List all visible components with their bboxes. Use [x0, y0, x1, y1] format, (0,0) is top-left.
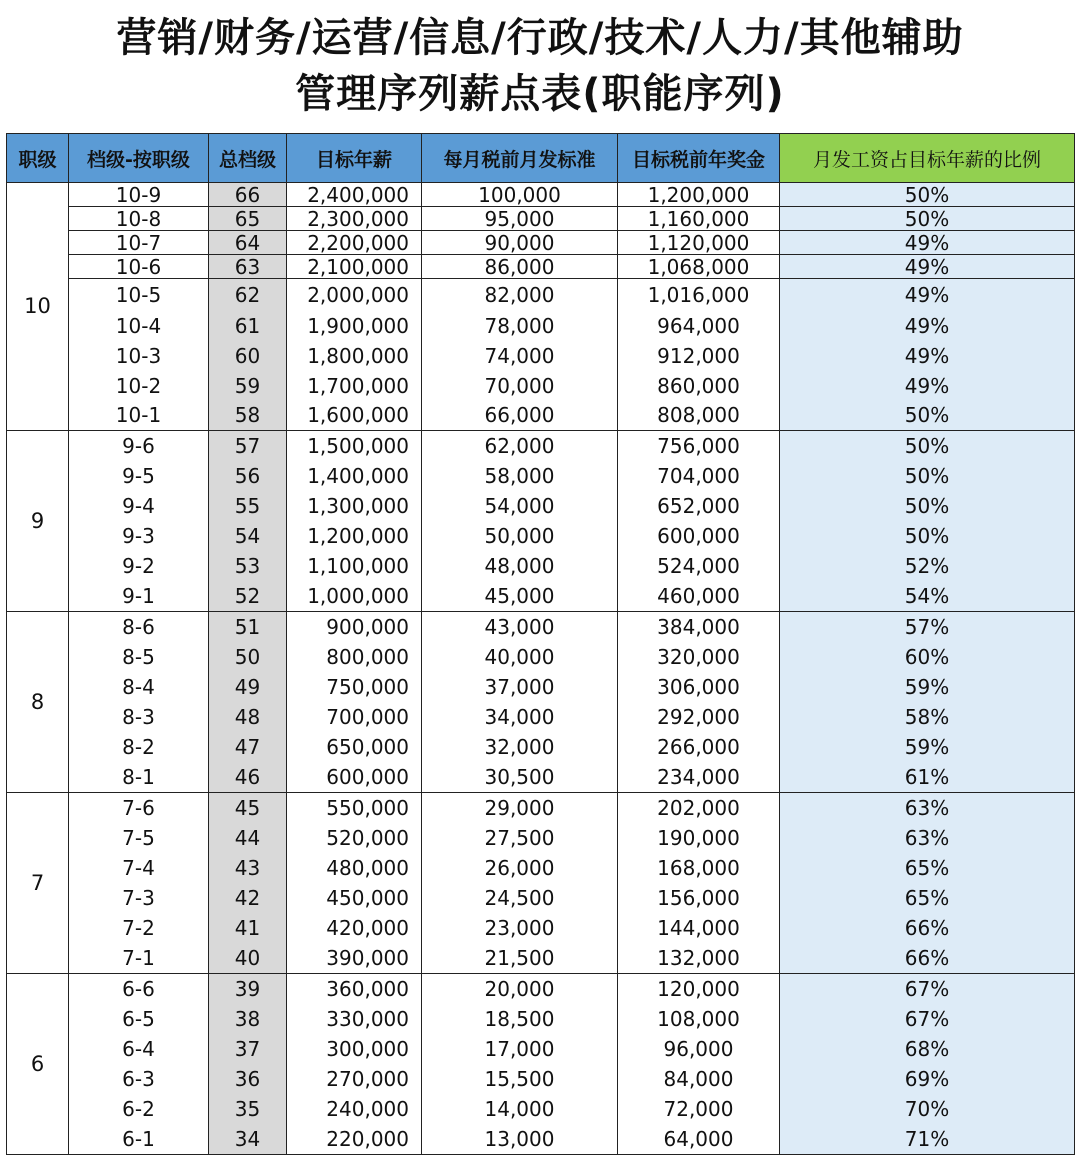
ratio-cell: 50% — [780, 431, 1075, 461]
ratio-cell: 66% — [780, 943, 1075, 974]
total-grade-cell: 66 — [209, 183, 287, 207]
grade-cell: 9-3 — [69, 521, 209, 551]
grade-cell: 8-6 — [69, 612, 209, 642]
target-salary-cell: 1,400,000 — [287, 461, 422, 491]
monthly-standard-cell: 90,000 — [422, 231, 618, 255]
table-row — [7, 431, 1075, 461]
monthly-standard-cell: 40,000 — [422, 642, 618, 672]
grade-cell: 7-5 — [69, 823, 209, 853]
annual-bonus-cell: 600,000 — [618, 521, 780, 551]
grade-cell: 8-1 — [69, 762, 209, 793]
header-target-salary: 目标年薪 — [287, 134, 422, 183]
ratio-cell: 50% — [780, 401, 1075, 431]
grade-cell: 7-4 — [69, 853, 209, 883]
grade-cell: 10-3 — [69, 341, 209, 371]
monthly-standard-cell: 14,000 — [422, 1094, 618, 1124]
monthly-standard-cell: 29,000 — [422, 793, 618, 823]
total-grade-cell: 44 — [209, 823, 287, 853]
grade-cell: 10-6 — [69, 255, 209, 279]
monthly-standard-cell: 100,000 — [422, 183, 618, 207]
target-salary-cell: 220,000 — [287, 1124, 422, 1155]
total-grade-cell: 64 — [209, 231, 287, 255]
total-grade-cell: 53 — [209, 551, 287, 581]
grade-cell: 6-4 — [69, 1034, 209, 1064]
total-grade-cell: 41 — [209, 913, 287, 943]
grade-cell: 10-2 — [69, 371, 209, 401]
monthly-standard-cell: 74,000 — [422, 341, 618, 371]
level-cell: 8 — [7, 612, 69, 793]
annual-bonus-cell: 1,068,000 — [618, 255, 780, 279]
total-grade-cell: 51 — [209, 612, 287, 642]
annual-bonus-cell: 756,000 — [618, 431, 780, 461]
level-cell: 10 — [7, 183, 69, 431]
grade-cell: 9-6 — [69, 431, 209, 461]
target-salary-cell: 1,500,000 — [287, 431, 422, 461]
annual-bonus-cell: 808,000 — [618, 401, 780, 431]
total-grade-cell: 65 — [209, 207, 287, 231]
table-row — [7, 702, 1075, 732]
salary-table — [6, 133, 1075, 1155]
annual-bonus-cell: 84,000 — [618, 1064, 780, 1094]
total-grade-cell: 35 — [209, 1094, 287, 1124]
grade-cell: 8-5 — [69, 642, 209, 672]
monthly-standard-cell: 86,000 — [422, 255, 618, 279]
annual-bonus-cell: 460,000 — [618, 581, 780, 612]
header-total-grade: 总档级 — [209, 134, 287, 183]
table-row — [7, 913, 1075, 943]
title-line-1: 营销/财务/运营/信息/行政/技术/人力/其他辅助 — [116, 15, 964, 61]
target-salary-cell: 1,900,000 — [287, 311, 422, 341]
table-row — [7, 793, 1075, 823]
ratio-cell: 59% — [780, 672, 1075, 702]
target-salary-cell: 2,200,000 — [287, 231, 422, 255]
target-salary-cell: 240,000 — [287, 1094, 422, 1124]
grade-cell: 7-1 — [69, 943, 209, 974]
total-grade-cell: 57 — [209, 431, 287, 461]
monthly-standard-cell: 54,000 — [422, 491, 618, 521]
ratio-cell: 68% — [780, 1034, 1075, 1064]
table-row — [7, 1124, 1075, 1155]
monthly-standard-cell: 27,500 — [422, 823, 618, 853]
ratio-cell: 69% — [780, 1064, 1075, 1094]
total-grade-cell: 49 — [209, 672, 287, 702]
target-salary-cell: 800,000 — [287, 642, 422, 672]
total-grade-cell: 39 — [209, 974, 287, 1004]
grade-cell: 10-1 — [69, 401, 209, 431]
target-salary-cell: 600,000 — [287, 762, 422, 793]
grade-cell: 8-2 — [69, 732, 209, 762]
monthly-standard-cell: 62,000 — [422, 431, 618, 461]
target-salary-cell: 420,000 — [287, 913, 422, 943]
monthly-standard-cell: 82,000 — [422, 279, 618, 311]
grade-cell: 8-4 — [69, 672, 209, 702]
ratio-cell: 49% — [780, 371, 1075, 401]
ratio-cell: 52% — [780, 551, 1075, 581]
grade-cell: 6-2 — [69, 1094, 209, 1124]
table-row — [7, 1064, 1075, 1094]
monthly-standard-cell: 37,000 — [422, 672, 618, 702]
target-salary-cell: 330,000 — [287, 1004, 422, 1034]
table-row — [7, 1034, 1075, 1064]
target-salary-cell: 1,700,000 — [287, 371, 422, 401]
monthly-standard-cell: 43,000 — [422, 612, 618, 642]
table-row — [7, 371, 1075, 401]
total-grade-cell: 60 — [209, 341, 287, 371]
grade-cell: 10-5 — [69, 279, 209, 311]
table-row — [7, 491, 1075, 521]
ratio-cell: 67% — [780, 974, 1075, 1004]
target-salary-cell: 480,000 — [287, 853, 422, 883]
level-cell: 7 — [7, 793, 69, 974]
grade-cell: 9-4 — [69, 491, 209, 521]
total-grade-cell: 47 — [209, 732, 287, 762]
total-grade-cell: 43 — [209, 853, 287, 883]
annual-bonus-cell: 1,120,000 — [618, 231, 780, 255]
annual-bonus-cell: 964,000 — [618, 311, 780, 341]
total-grade-cell: 45 — [209, 793, 287, 823]
ratio-cell: 49% — [780, 255, 1075, 279]
annual-bonus-cell: 108,000 — [618, 1004, 780, 1034]
ratio-cell: 50% — [780, 207, 1075, 231]
grade-cell: 10-9 — [69, 183, 209, 207]
total-grade-cell: 40 — [209, 943, 287, 974]
target-salary-cell: 300,000 — [287, 1034, 422, 1064]
grade-cell: 6-3 — [69, 1064, 209, 1094]
total-grade-cell: 61 — [209, 311, 287, 341]
total-grade-cell: 37 — [209, 1034, 287, 1064]
target-salary-cell: 1,600,000 — [287, 401, 422, 431]
monthly-standard-cell: 13,000 — [422, 1124, 618, 1155]
table-row — [7, 311, 1075, 341]
ratio-cell: 65% — [780, 853, 1075, 883]
table-row — [7, 672, 1075, 702]
monthly-standard-cell: 32,000 — [422, 732, 618, 762]
grade-cell: 10-7 — [69, 231, 209, 255]
ratio-cell: 57% — [780, 612, 1075, 642]
annual-bonus-cell: 156,000 — [618, 883, 780, 913]
table-row — [7, 612, 1075, 642]
ratio-cell: 63% — [780, 793, 1075, 823]
total-grade-cell: 55 — [209, 491, 287, 521]
total-grade-cell: 46 — [209, 762, 287, 793]
annual-bonus-cell: 524,000 — [618, 551, 780, 581]
ratio-cell: 58% — [780, 702, 1075, 732]
table-row — [7, 183, 1075, 207]
target-salary-cell: 900,000 — [287, 612, 422, 642]
table-row — [7, 1094, 1075, 1124]
title-line-2: 管理序列薪点表(职能序列) — [295, 71, 785, 117]
target-salary-cell: 270,000 — [287, 1064, 422, 1094]
table-row — [7, 823, 1075, 853]
annual-bonus-cell: 860,000 — [618, 371, 780, 401]
table-row — [7, 255, 1075, 279]
annual-bonus-cell: 912,000 — [618, 341, 780, 371]
monthly-standard-cell: 34,000 — [422, 702, 618, 732]
header-level: 职级 — [7, 134, 69, 183]
table-row — [7, 1004, 1075, 1034]
grade-cell: 10-8 — [69, 207, 209, 231]
grade-cell: 6-5 — [69, 1004, 209, 1034]
target-salary-cell: 2,100,000 — [287, 255, 422, 279]
ratio-cell: 67% — [780, 1004, 1075, 1034]
ratio-cell: 70% — [780, 1094, 1075, 1124]
grade-cell: 9-5 — [69, 461, 209, 491]
table-row — [7, 853, 1075, 883]
total-grade-cell: 42 — [209, 883, 287, 913]
ratio-cell: 49% — [780, 231, 1075, 255]
ratio-cell: 63% — [780, 823, 1075, 853]
ratio-cell: 61% — [780, 762, 1075, 793]
target-salary-cell: 360,000 — [287, 974, 422, 1004]
table-row — [7, 732, 1075, 762]
monthly-standard-cell: 45,000 — [422, 581, 618, 612]
total-grade-cell: 63 — [209, 255, 287, 279]
monthly-standard-cell: 23,000 — [422, 913, 618, 943]
monthly-standard-cell: 18,500 — [422, 1004, 618, 1034]
total-grade-cell: 62 — [209, 279, 287, 311]
table-row — [7, 231, 1075, 255]
total-grade-cell: 48 — [209, 702, 287, 732]
annual-bonus-cell: 1,016,000 — [618, 279, 780, 311]
table-row — [7, 401, 1075, 431]
monthly-standard-cell: 30,500 — [422, 762, 618, 793]
ratio-cell: 60% — [780, 642, 1075, 672]
annual-bonus-cell: 132,000 — [618, 943, 780, 974]
table-row — [7, 943, 1075, 974]
annual-bonus-cell: 144,000 — [618, 913, 780, 943]
header-annual-bonus: 目标税前年奖金 — [618, 134, 780, 183]
annual-bonus-cell: 202,000 — [618, 793, 780, 823]
target-salary-cell: 700,000 — [287, 702, 422, 732]
table-body — [7, 183, 1075, 1155]
header-ratio: 月发工资占目标年薪的比例 — [780, 134, 1075, 183]
target-salary-cell: 550,000 — [287, 793, 422, 823]
table-row — [7, 762, 1075, 793]
level-cell: 9 — [7, 431, 69, 612]
target-salary-cell: 1,200,000 — [287, 521, 422, 551]
table-row — [7, 207, 1075, 231]
grade-cell: 10-4 — [69, 311, 209, 341]
ratio-cell: 49% — [780, 341, 1075, 371]
ratio-cell: 59% — [780, 732, 1075, 762]
grade-cell: 6-1 — [69, 1124, 209, 1155]
monthly-standard-cell: 66,000 — [422, 401, 618, 431]
ratio-cell: 50% — [780, 521, 1075, 551]
monthly-standard-cell: 17,000 — [422, 1034, 618, 1064]
annual-bonus-cell: 120,000 — [618, 974, 780, 1004]
ratio-cell: 50% — [780, 183, 1075, 207]
monthly-standard-cell: 21,500 — [422, 943, 618, 974]
total-grade-cell: 50 — [209, 642, 287, 672]
target-salary-cell: 450,000 — [287, 883, 422, 913]
header-monthly-standard: 每月税前月发标准 — [422, 134, 618, 183]
ratio-cell: 54% — [780, 581, 1075, 612]
table-row — [7, 461, 1075, 491]
table-row — [7, 642, 1075, 672]
annual-bonus-cell: 168,000 — [618, 853, 780, 883]
ratio-cell: 66% — [780, 913, 1075, 943]
monthly-standard-cell: 70,000 — [422, 371, 618, 401]
annual-bonus-cell: 1,160,000 — [618, 207, 780, 231]
table-header-row — [7, 134, 1075, 183]
monthly-standard-cell: 78,000 — [422, 311, 618, 341]
monthly-standard-cell: 15,500 — [422, 1064, 618, 1094]
target-salary-cell: 520,000 — [287, 823, 422, 853]
target-salary-cell: 2,300,000 — [287, 207, 422, 231]
ratio-cell: 49% — [780, 279, 1075, 311]
ratio-cell: 50% — [780, 461, 1075, 491]
target-salary-cell: 750,000 — [287, 672, 422, 702]
total-grade-cell: 59 — [209, 371, 287, 401]
level-cell: 6 — [7, 974, 69, 1155]
annual-bonus-cell: 190,000 — [618, 823, 780, 853]
table-row — [7, 341, 1075, 371]
total-grade-cell: 38 — [209, 1004, 287, 1034]
annual-bonus-cell: 96,000 — [618, 1034, 780, 1064]
total-grade-cell: 34 — [209, 1124, 287, 1155]
table-row — [7, 581, 1075, 612]
table-row — [7, 883, 1075, 913]
table-row — [7, 521, 1075, 551]
total-grade-cell: 52 — [209, 581, 287, 612]
header-grade: 档级-按职级 — [69, 134, 209, 183]
monthly-standard-cell: 24,500 — [422, 883, 618, 913]
annual-bonus-cell: 292,000 — [618, 702, 780, 732]
page-title — [0, 0, 1080, 133]
annual-bonus-cell: 1,200,000 — [618, 183, 780, 207]
annual-bonus-cell: 266,000 — [618, 732, 780, 762]
grade-cell: 8-3 — [69, 702, 209, 732]
target-salary-cell: 650,000 — [287, 732, 422, 762]
target-salary-cell: 1,100,000 — [287, 551, 422, 581]
target-salary-cell: 390,000 — [287, 943, 422, 974]
grade-cell: 6-6 — [69, 974, 209, 1004]
target-salary-cell: 1,800,000 — [287, 341, 422, 371]
target-salary-cell: 2,000,000 — [287, 279, 422, 311]
monthly-standard-cell: 95,000 — [422, 207, 618, 231]
ratio-cell: 71% — [780, 1124, 1075, 1155]
annual-bonus-cell: 320,000 — [618, 642, 780, 672]
annual-bonus-cell: 704,000 — [618, 461, 780, 491]
annual-bonus-cell: 234,000 — [618, 762, 780, 793]
table-row — [7, 551, 1075, 581]
target-salary-cell: 1,300,000 — [287, 491, 422, 521]
monthly-standard-cell: 20,000 — [422, 974, 618, 1004]
grade-cell: 9-1 — [69, 581, 209, 612]
target-salary-cell: 2,400,000 — [287, 183, 422, 207]
grade-cell: 7-6 — [69, 793, 209, 823]
monthly-standard-cell: 26,000 — [422, 853, 618, 883]
annual-bonus-cell: 384,000 — [618, 612, 780, 642]
ratio-cell: 49% — [780, 311, 1075, 341]
annual-bonus-cell: 652,000 — [618, 491, 780, 521]
total-grade-cell: 58 — [209, 401, 287, 431]
total-grade-cell: 54 — [209, 521, 287, 551]
total-grade-cell: 56 — [209, 461, 287, 491]
target-salary-cell: 1,000,000 — [287, 581, 422, 612]
grade-cell: 7-2 — [69, 913, 209, 943]
monthly-standard-cell: 48,000 — [422, 551, 618, 581]
ratio-cell: 50% — [780, 491, 1075, 521]
table-row — [7, 279, 1075, 311]
annual-bonus-cell: 306,000 — [618, 672, 780, 702]
ratio-cell: 65% — [780, 883, 1075, 913]
grade-cell: 7-3 — [69, 883, 209, 913]
table-row — [7, 974, 1075, 1004]
total-grade-cell: 36 — [209, 1064, 287, 1094]
monthly-standard-cell: 58,000 — [422, 461, 618, 491]
annual-bonus-cell: 72,000 — [618, 1094, 780, 1124]
monthly-standard-cell: 50,000 — [422, 521, 618, 551]
annual-bonus-cell: 64,000 — [618, 1124, 780, 1155]
grade-cell: 9-2 — [69, 551, 209, 581]
